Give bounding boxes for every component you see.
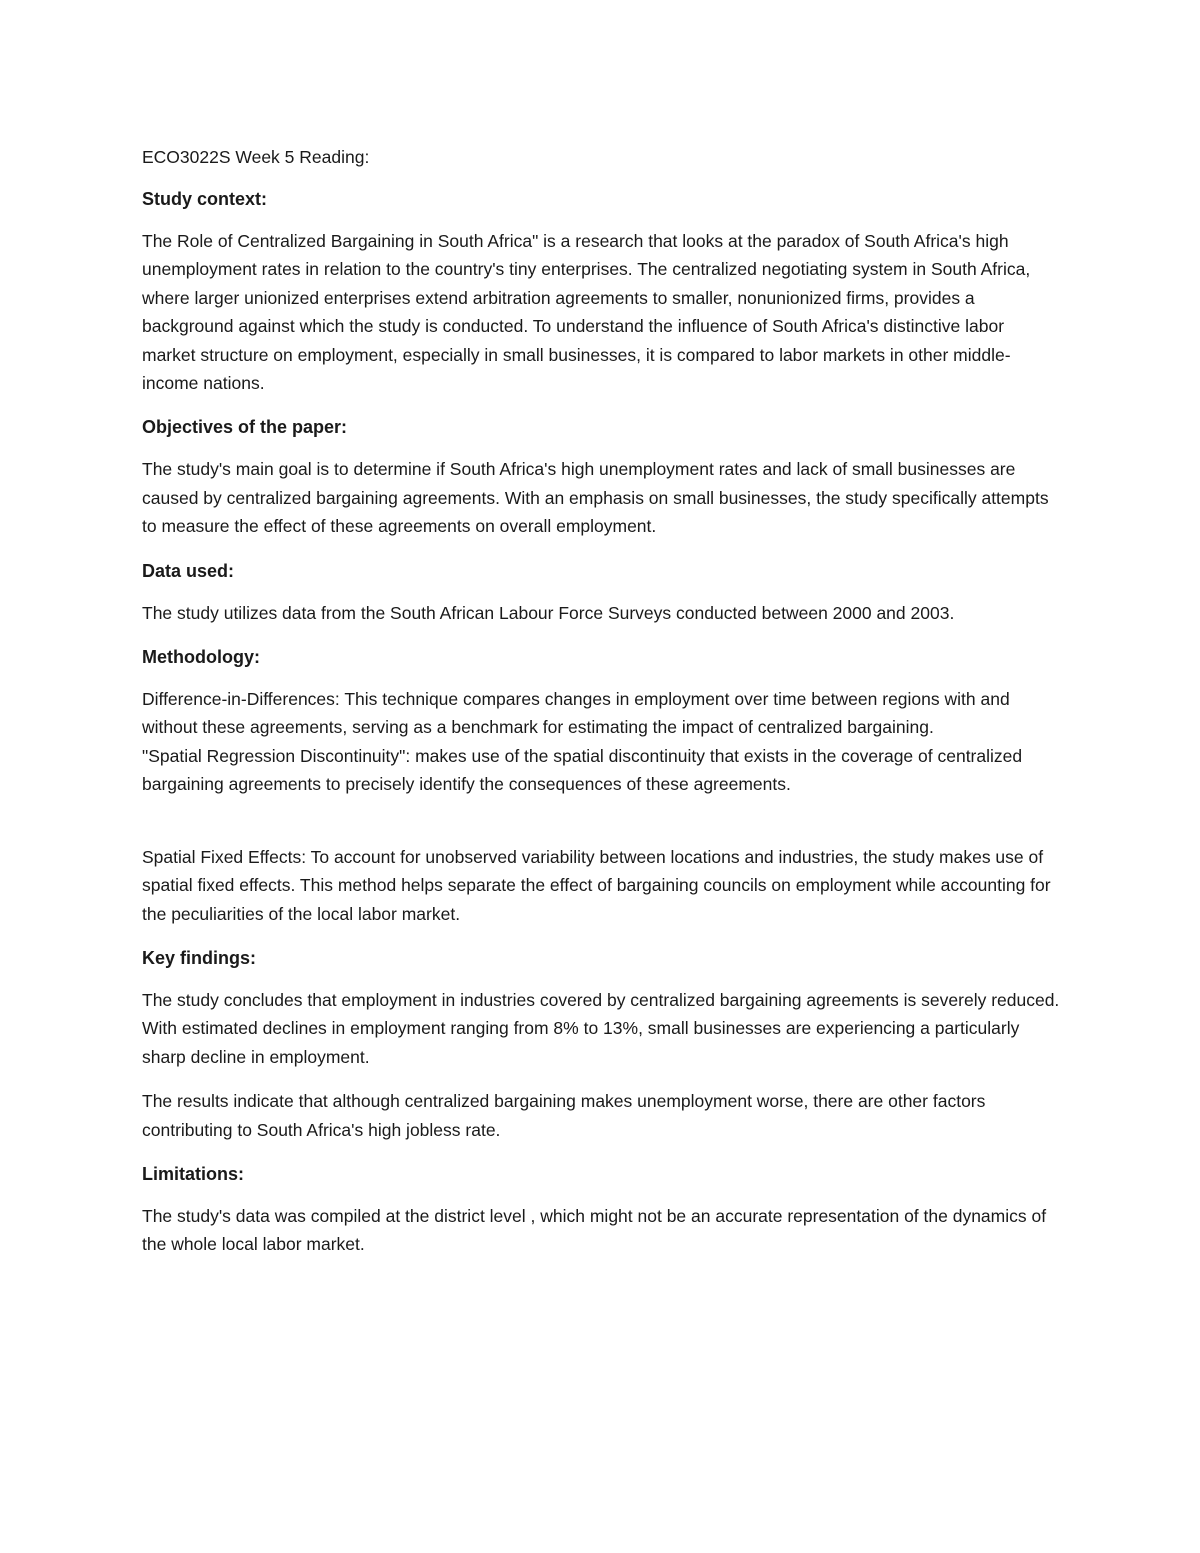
- section-heading: Study context:: [142, 189, 268, 209]
- section-objectives: [142, 413, 1062, 540]
- section-methodology: [142, 643, 1062, 928]
- paragraph: The study's data was compiled at the district level , which might not be an accurate representation of the dynamics of the whole local labor market.: [142, 1205, 1047, 1255]
- section-heading: Data used:: [142, 560, 235, 581]
- paragraph: The Role of Centralized Bargaining in South Africa" is a research that looks at the paradox of South Africa's high unemployment rates in relation to the country's tiny enterprises. The centralized negotiating system in South Africa, where larger unionized enterprises extend arbitration agreements to smaller, nonunionized firms, provides a background against which the study is conducted. To understand the influence of South Africa's distinctive labor market structure on employment, especially in small businesses, it is compared to labor markets in other middle-income nations.: [142, 231, 1031, 394]
- section-limitations: [142, 1160, 1062, 1259]
- document-title: ECO3022S Week 5 Reading:: [142, 147, 370, 167]
- document-page: [142, 143, 1062, 1275]
- blank-line: [142, 799, 1062, 843]
- paragraph: The results indicate that although centralized bargaining makes unemployment worse, there are other factors contributing to South Africa's high jobless rate.: [142, 1091, 986, 1140]
- section-data-used: [142, 557, 1062, 627]
- section-key-findings: [142, 944, 1062, 1144]
- section-study-context: [142, 185, 1062, 397]
- paragraph: The study's main goal is to determine if South Africa's high unemployment rates and lack of small businesses are caused by centralized bargaining agreements. With an emphasis on small businesses, the study specifically attempts to measure the effect of these agreements on overall employment.: [142, 459, 1049, 537]
- paragraph: The study concludes that employment in industries covered by centralized bargaining agreements is severely reduced. With estimated declines in employment ranging from 8% to 13%, small businesses are experiencing a particularly sharp decline in employment.: [142, 989, 1060, 1067]
- section-heading: Objectives of the paper:: [142, 417, 348, 438]
- section-heading: Limitations:: [142, 1163, 244, 1184]
- paragraph: "Spatial Regression Discontinuity": makes use of the spatial discontinuity that exists in the coverage of centralized bargaining agreements to precisely identify the consequences of these agreements.: [142, 745, 1023, 795]
- section-heading: Methodology:: [142, 647, 260, 668]
- paragraph: Difference-in-Differences: This technique compares changes in employment over time between regions with and without these agreements, serving as a benchmark for estimating the impact of centralized bargaining.: [142, 689, 1010, 738]
- paragraph: Spatial Fixed Effects: To account for unobserved variability between locations and industries, the study makes use of spatial fixed effects. This method helps separate the effect of bargaining councils on employment while accounting for the peculiarities of the local labor market.: [142, 846, 1051, 924]
- paragraph: The study utilizes data from the South African Labour Force Surveys conducted between 2000 and 2003.: [142, 602, 955, 623]
- section-heading: Key findings:: [142, 947, 257, 968]
